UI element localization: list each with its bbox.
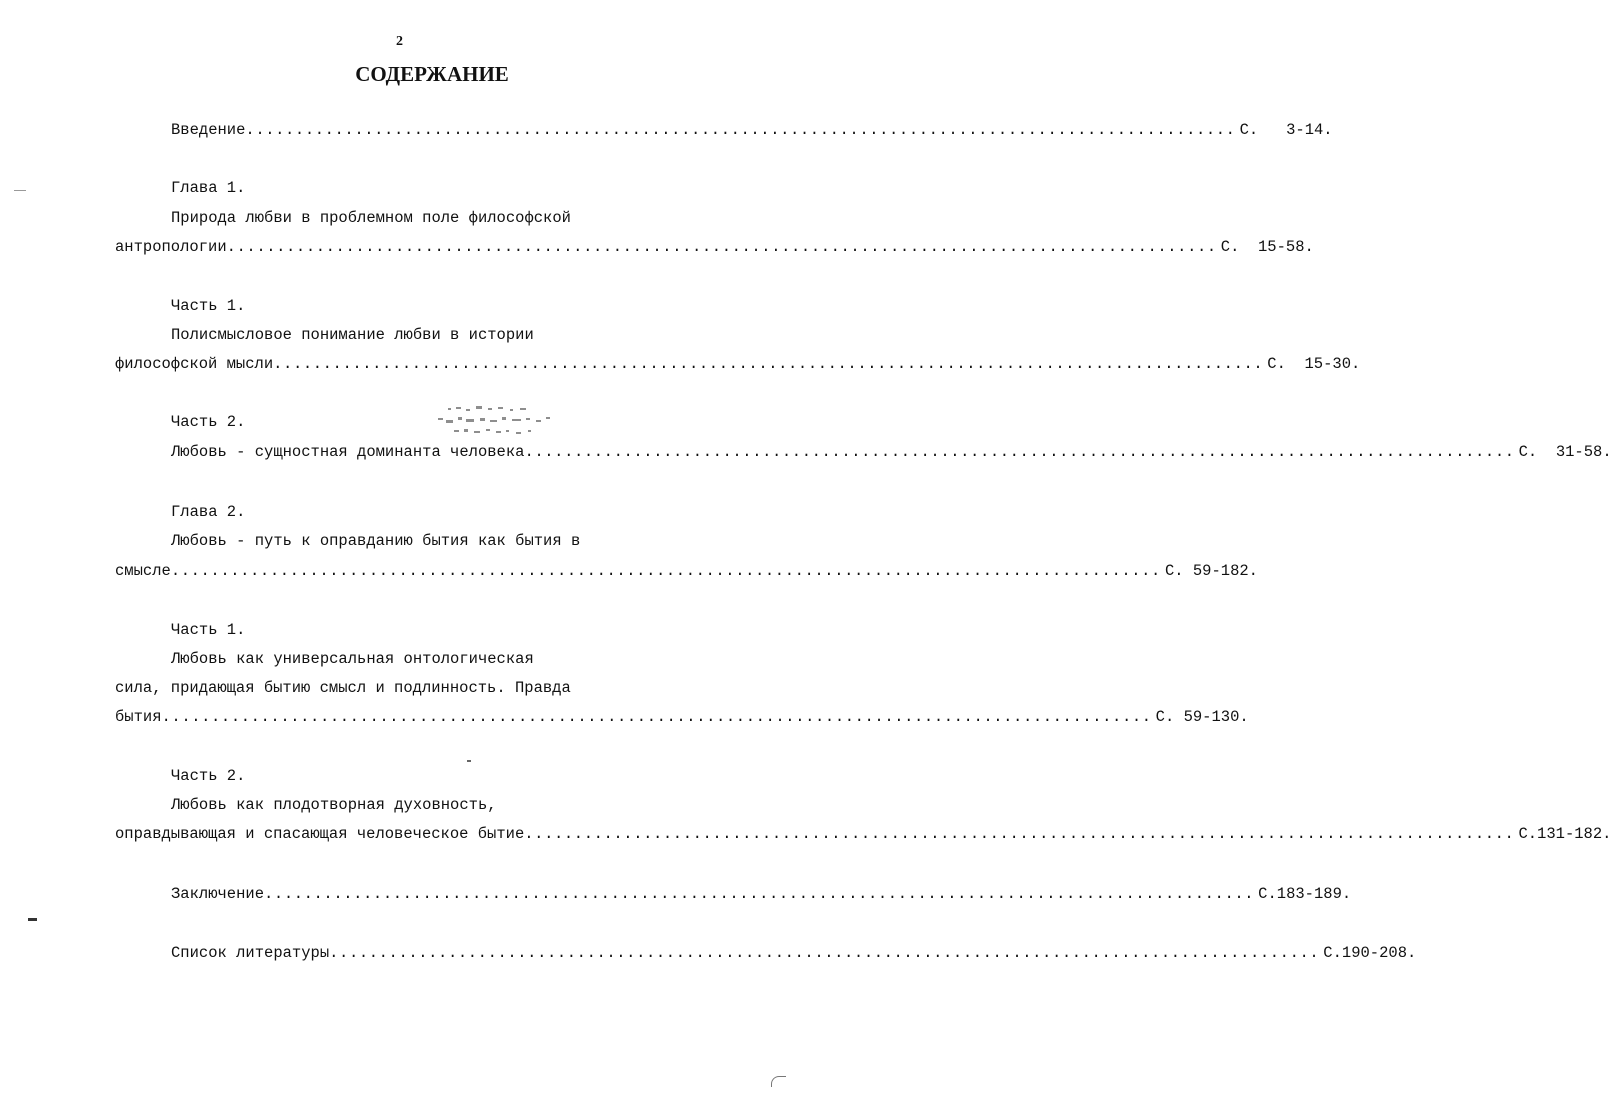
- toc-entry-bibliography: [171, 941, 1417, 965]
- scan-speck: [14, 190, 26, 191]
- part-title-line: Любовь как плодотворная духовность,: [171, 796, 497, 814]
- toc-page: С. 59-130.: [1155, 708, 1249, 726]
- toc-entry-intro: [171, 118, 1333, 142]
- toc-label: Список литературы: [171, 944, 330, 962]
- leader-dots: ....................................................................................................: [245, 121, 1236, 139]
- toc-label: Заключение: [171, 885, 265, 903]
- toc-page: С. 3-14.: [1239, 121, 1333, 139]
- toc-page: С. 31-58.: [1518, 443, 1612, 461]
- chapter-title-line: Природа любви в проблемном поле философской: [171, 209, 571, 227]
- toc-page: С. 15-30.: [1267, 355, 1361, 373]
- part-heading: Часть 2.: [171, 767, 246, 785]
- toc-entry-ch1-part1: [115, 352, 1361, 376]
- leader-dots: ....................................................................................................: [273, 355, 1264, 373]
- leader-dots: ....................................................................................................: [524, 443, 1515, 461]
- part-title-line: Любовь как универсальная онтологическая: [171, 650, 534, 668]
- toc-label: оправдывающая и спасающая человеческое бытие: [115, 825, 525, 843]
- scan-speck: [28, 918, 37, 921]
- toc-page: С. 15-58.: [1220, 238, 1314, 256]
- toc-page: С.131-182.: [1518, 825, 1612, 843]
- page-number: 2: [396, 34, 403, 49]
- leader-dots: ....................................................................................................: [170, 562, 1161, 580]
- scan-speck: [771, 1076, 786, 1087]
- chapter-heading: Глава 1.: [171, 179, 246, 197]
- part-heading: Часть 2.: [171, 413, 246, 431]
- toc-entry-ch2-part1: [115, 705, 1249, 729]
- toc-label: бытия: [115, 708, 162, 726]
- toc-entry-ch2-part2: [115, 822, 1612, 846]
- page-title: СОДЕРЖАНИЕ: [355, 62, 509, 86]
- toc-label: Введение: [171, 121, 246, 139]
- part-heading: Часть 1.: [171, 621, 246, 639]
- toc-label: смысле: [115, 562, 171, 580]
- toc-label: Любовь - сущностная доминанта человека: [171, 443, 525, 461]
- part-heading: Часть 1.: [171, 297, 246, 315]
- scan-smudge: [432, 404, 560, 446]
- toc-page: С.190-208.: [1323, 944, 1417, 962]
- part-title-line: Полисмысловое понимание любви в истории: [171, 326, 534, 344]
- toc-entry-chapter2: [115, 559, 1258, 583]
- toc-label: философской мысли: [115, 355, 274, 373]
- toc-label: антропологии: [115, 238, 227, 256]
- leader-dots: ....................................................................................................: [161, 708, 1152, 726]
- leader-dots: ....................................................................................................: [226, 238, 1217, 256]
- toc-page: С.183-189.: [1258, 885, 1352, 903]
- leader-dots: ....................................................................................................: [329, 944, 1320, 962]
- toc-entry-chapter1: [115, 235, 1314, 259]
- chapter-heading: Глава 2.: [171, 503, 246, 521]
- leader-dots: ....................................................................................................: [524, 825, 1515, 843]
- scan-speck: [467, 760, 471, 762]
- toc-page: С. 59-182.: [1164, 562, 1258, 580]
- toc-entry-conclusion: [171, 882, 1352, 906]
- chapter-title-line: Любовь - путь к оправданию бытия как бытия в: [171, 532, 581, 550]
- part-title-line: сила, придающая бытию смысл и подлинность. Правда: [115, 679, 571, 697]
- leader-dots: ....................................................................................................: [264, 885, 1255, 903]
